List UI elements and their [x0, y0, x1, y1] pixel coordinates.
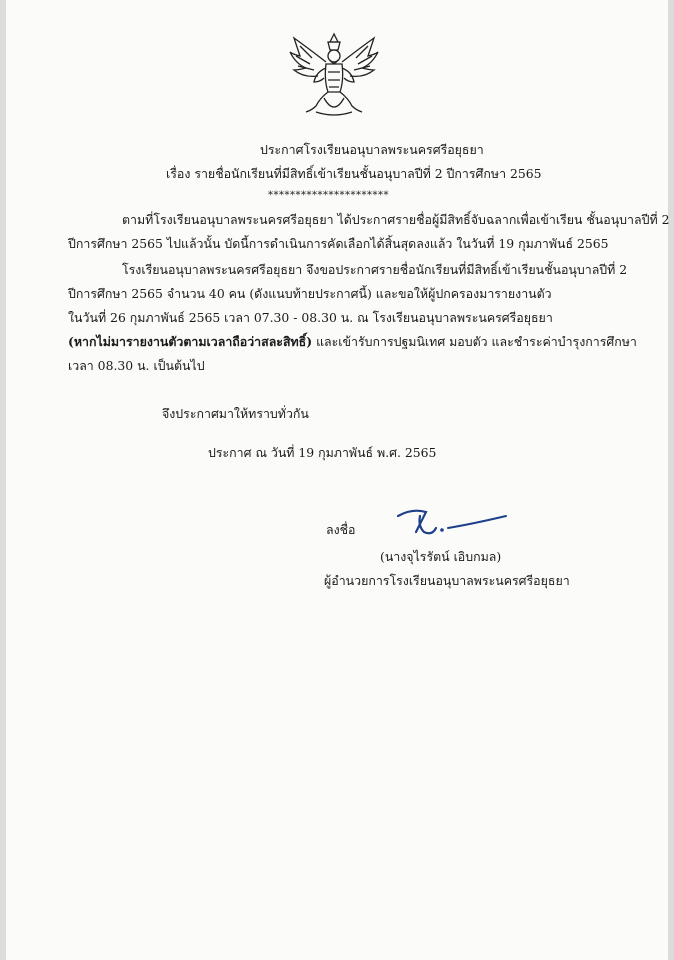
sign-label: ลงชื่อ: [326, 522, 356, 537]
garuda-emblem-icon: [286, 32, 382, 118]
paragraph-2-line-4: [68, 334, 637, 350]
paragraph-2-line-5: เวลา 08.30 น. เป็นต้นไป: [68, 358, 205, 373]
document-page: [6, 0, 668, 960]
forfeit-warning: (หากไม่มารายงานตัวตามเวลาถือว่าสละสิทธิ์): [68, 334, 313, 349]
separator-line: **********************: [268, 190, 389, 201]
paragraph-2-line-2: ปีการศึกษา 2565 จำนวน 40 คน (ดังแนบท้ายประกาศนี้) และขอให้ผู้ปกครองมารายงานตัว: [68, 286, 552, 301]
closing-line: จึงประกาศมาให้ทราบทั่วกัน: [162, 406, 309, 421]
paragraph-2-line-4-rest: และเข้ารับการปฐมนิเทศ มอบตัว และชำระค่าบำรุงการศึกษา: [312, 334, 637, 349]
date-line: ประกาศ ณ วันที่ 19 กุมภาพันธ์ พ.ศ. 2565: [208, 445, 437, 460]
paragraph-2-line-3: ในวันที่ 26 กุมภาพันธ์ 2565 เวลา 07.30 - 08.30 น. ณ โรงเรียนอนุบาลพระนครศรีอยุธยา: [68, 310, 553, 325]
paragraph-2-line-1: โรงเรียนอนุบาลพระนครศรีอยุธยา จึงขอประกาศรายชื่อนักเรียนที่มีสิทธิ์เข้าเรียนชั้นอนุบาลปีที่ 2: [122, 262, 628, 277]
announcement-title: ประกาศโรงเรียนอนุบาลพระนครศรีอยุธยา: [260, 142, 484, 157]
paragraph-1-line-2: ปีการศึกษา 2565 ไปแล้วนั้น บัดนี้การดำเนินการคัดเลือกได้สิ้นสุดลงแล้ว ในวันที่ 19 กุมภาพันธ์ 2565: [68, 236, 609, 251]
announcement-subject: เรื่อง รายชื่อนักเรียนที่มีสิทธิ์เข้าเรียนชั้นอนุบาลปีที่ 2 ปีการศึกษา 2565: [166, 166, 542, 181]
signer-name: (นางจุไรรัตน์ เอิบกมล): [380, 549, 502, 564]
paragraph-1-line-1: ตามที่โรงเรียนอนุบาลพระนครศรีอยุธยา ได้ประกาศรายชื่อผู้มีสิทธิ์จับฉลากเพื่อเข้าเรียน ชั้นอนุบาลปีที่ 2: [122, 212, 670, 227]
signer-position: ผู้อำนวยการโรงเรียนอนุบาลพระนครศรีอยุธยา: [324, 573, 570, 588]
handwritten-signature: [392, 502, 512, 542]
